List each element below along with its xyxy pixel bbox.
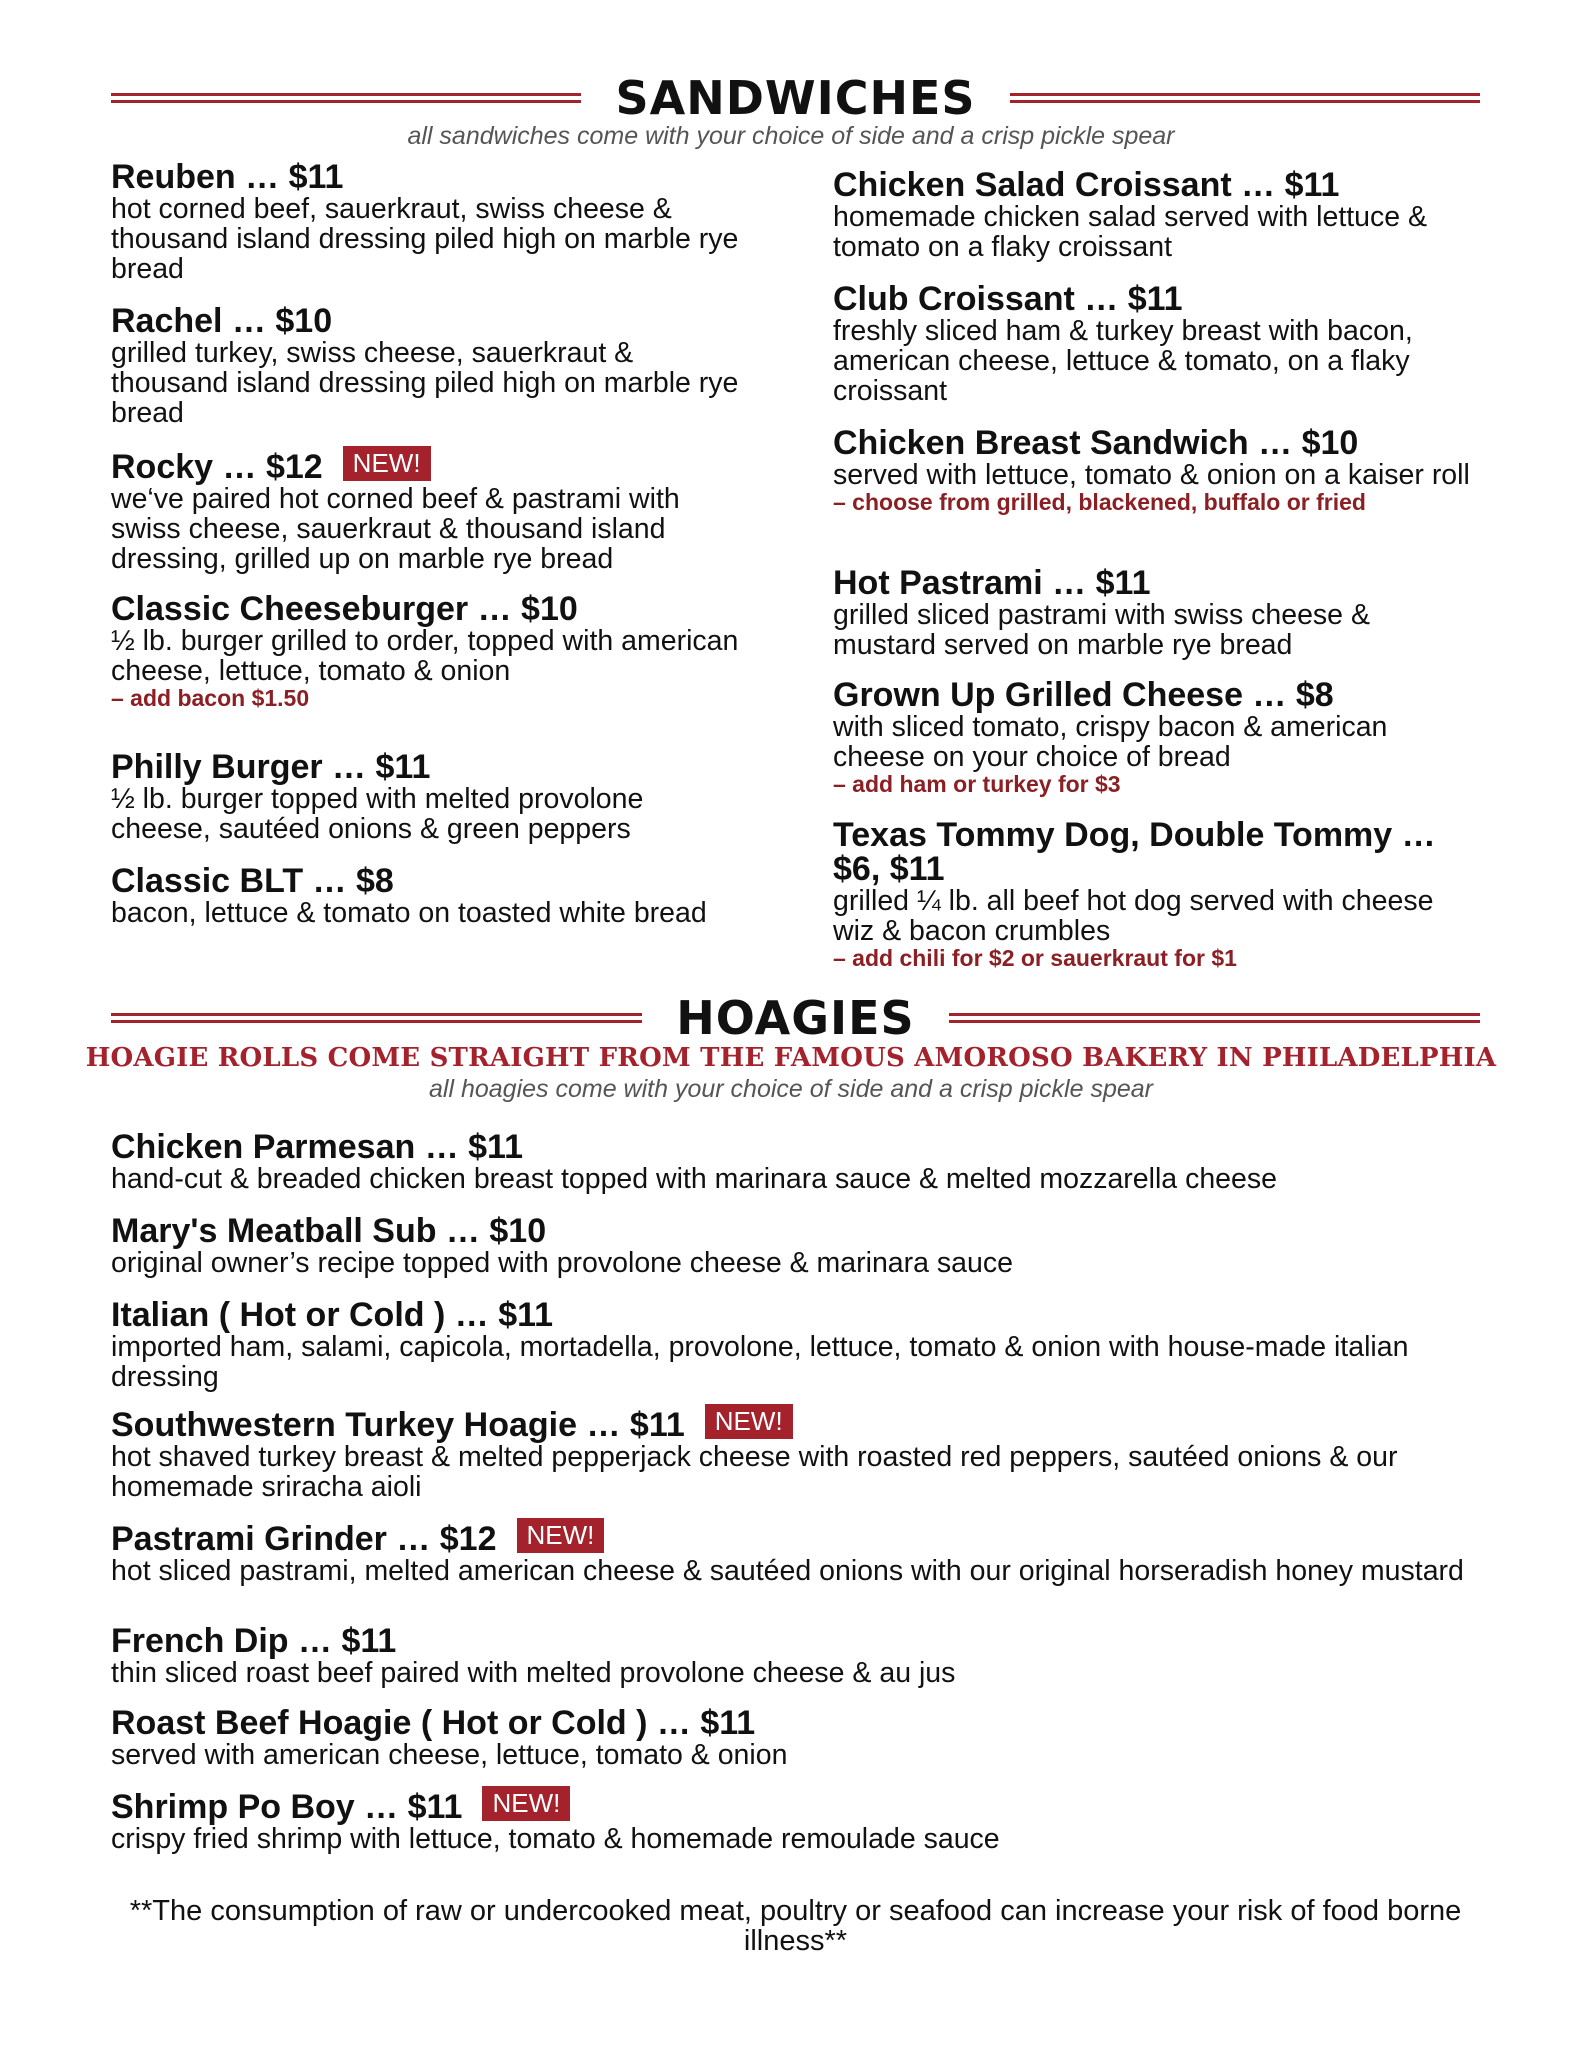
item-note: – add bacon $1.50 xyxy=(111,685,310,711)
item-note: – choose from grilled, blackened, buffalo or fried xyxy=(833,489,1366,515)
item-description: ½ lb. burger topped with melted provolone cheese, sautéed onions & green peppers xyxy=(111,783,644,845)
item-description: with sliced tomato, crispy bacon & american cheese on your choice of bread xyxy=(833,711,1388,773)
new-badge: NEW! xyxy=(482,1786,570,1821)
menu-item xyxy=(111,1404,1480,1502)
new-badge: NEW! xyxy=(517,1518,605,1553)
item-title: Texas Tommy Dog, Double Tommy … $6, $11 xyxy=(833,816,1436,888)
menu-item xyxy=(111,750,751,844)
hoagies-header xyxy=(111,990,1480,1046)
item-title: Classic BLT … $8 xyxy=(111,862,394,900)
item-title: Rachel … $10 xyxy=(111,302,333,340)
menu-item xyxy=(111,1518,1480,1586)
header-rule-left xyxy=(111,1013,642,1023)
item-title: Chicken Parmesan … $11 xyxy=(111,1128,524,1166)
item-description: hot sliced pastrami, melted american cheese & sautéed onions with our original horseradish honey mustard xyxy=(111,1555,1464,1587)
item-title-text: Pastrami Grinder … $12 xyxy=(111,1520,497,1558)
header-rule-right xyxy=(949,1013,1480,1023)
header-rule-left xyxy=(111,93,581,103)
menu-item xyxy=(111,1786,1480,1854)
menu-item xyxy=(111,1298,1480,1392)
menu-item xyxy=(111,864,711,928)
menu-item xyxy=(833,282,1473,406)
item-description: hand-cut & breaded chicken breast topped with marinara sauce & melted mozzarella cheese xyxy=(111,1163,1277,1195)
item-note: – add chili for $2 or sauerkraut for $1 xyxy=(833,945,1237,971)
item-title xyxy=(111,446,751,484)
new-badge: NEW! xyxy=(705,1404,793,1439)
menu-item xyxy=(111,1624,1480,1688)
new-badge: NEW! xyxy=(343,446,431,481)
item-title: Mary's Meatball Sub … $10 xyxy=(111,1212,547,1250)
food-safety-disclaimer: **The consumption of raw or undercooked meat, poultry or seafood can increase your risk of food borne illness** xyxy=(129,1895,1462,1957)
item-title: Roast Beef Hoagie ( Hot or Cold ) … $11 xyxy=(111,1704,756,1742)
item-description: imported ham, salami, capicola, mortadella, provolone, lettuce, tomato & onion with house-made italian dressing xyxy=(111,1331,1409,1393)
item-description: grilled turkey, swiss cheese, sauerkraut & thousand island dressing piled high on marble rye bread xyxy=(111,337,739,429)
sandwiches-title: SANDWICHES xyxy=(615,71,976,125)
item-title: Chicken Salad Croissant … $11 xyxy=(833,166,1340,204)
item-title xyxy=(111,1518,1480,1556)
item-title: Club Croissant … $11 xyxy=(833,280,1183,318)
hoagies-title: HOAGIES xyxy=(676,991,915,1045)
menu-item xyxy=(833,426,1473,515)
item-description: thin sliced roast beef paired with melted provolone cheese & au jus xyxy=(111,1657,956,1689)
item-title: Grown Up Grilled Cheese … $8 xyxy=(833,676,1334,714)
menu-item xyxy=(833,566,1473,660)
item-description: served with lettuce, tomato & onion on a kaiser roll xyxy=(833,459,1470,491)
item-description: ½ lb. burger grilled to order, topped with american cheese, lettuce, tomato & onion xyxy=(111,625,739,687)
item-description: homemade chicken salad served with lettuce & tomato on a flaky croissant xyxy=(833,201,1428,263)
item-title: Hot Pastrami … $11 xyxy=(833,564,1151,602)
item-title-text: Rocky … $12 xyxy=(111,448,323,486)
menu-item xyxy=(833,818,1473,971)
menu-item xyxy=(111,160,751,284)
item-title-text: Southwestern Turkey Hoagie … $11 xyxy=(111,1406,685,1444)
item-title xyxy=(111,1786,1480,1824)
item-description: freshly sliced ham & turkey breast with bacon, american cheese, lettuce & tomato, on a flaky croissant xyxy=(833,315,1413,407)
item-title: Philly Burger … $11 xyxy=(111,748,431,786)
item-note: – add ham or turkey for $3 xyxy=(833,771,1121,797)
header-rule-right xyxy=(1010,93,1480,103)
item-description: bacon, lettuce & tomato on toasted white bread xyxy=(111,897,707,929)
menu-item xyxy=(111,592,751,711)
item-description: we‘ve paired hot corned beef & pastrami with swiss cheese, sauerkraut & thousand island dressing, grilled up on marble rye bread xyxy=(111,483,680,575)
item-description: grilled sliced pastrami with swiss cheese & mustard served on marble rye bread xyxy=(833,599,1370,661)
item-description: hot corned beef, sauerkraut, swiss cheese & thousand island dressing piled high on marble rye bread xyxy=(111,193,739,285)
menu-item xyxy=(833,168,1473,262)
menu-item xyxy=(111,304,751,428)
menu-item xyxy=(111,1706,1480,1770)
menu-item xyxy=(111,446,751,574)
item-title: Chicken Breast Sandwich … $10 xyxy=(833,424,1359,462)
menu-item xyxy=(111,1214,1480,1278)
sandwiches-header xyxy=(111,70,1480,126)
sandwiches-subtitle: all sandwiches come with your choice of side and a crisp pickle spear xyxy=(407,122,1175,150)
item-title: Italian ( Hot or Cold ) … $11 xyxy=(111,1296,554,1334)
item-title xyxy=(111,1404,1480,1442)
item-description: hot shaved turkey breast & melted pepperjack cheese with roasted red peppers, sautéed onions & our homemade sriracha aioli xyxy=(111,1441,1398,1503)
item-title: Reuben … $11 xyxy=(111,158,344,196)
item-description: original owner’s recipe topped with provolone cheese & marinara sauce xyxy=(111,1247,1013,1279)
item-description: grilled ¼ lb. all beef hot dog served with cheese wiz & bacon crumbles xyxy=(833,885,1434,947)
hoagies-banner: HOAGIE ROLLS COME STRAIGHT FROM THE FAMOUS AMOROSO BAKERY IN PHILADELPHIA xyxy=(85,1043,1497,1073)
item-title: Classic Cheeseburger … $10 xyxy=(111,590,578,628)
item-title: French Dip … $11 xyxy=(111,1622,397,1660)
item-title-text: Shrimp Po Boy … $11 xyxy=(111,1788,463,1826)
menu-item xyxy=(833,678,1473,797)
hoagies-subtitle: all hoagies come with your choice of side and a crisp pickle spear xyxy=(429,1075,1153,1103)
item-description: crispy fried shrimp with lettuce, tomato & homemade remoulade sauce xyxy=(111,1823,1000,1855)
item-description: served with american cheese, lettuce, tomato & onion xyxy=(111,1739,788,1771)
menu-item xyxy=(111,1130,1480,1194)
